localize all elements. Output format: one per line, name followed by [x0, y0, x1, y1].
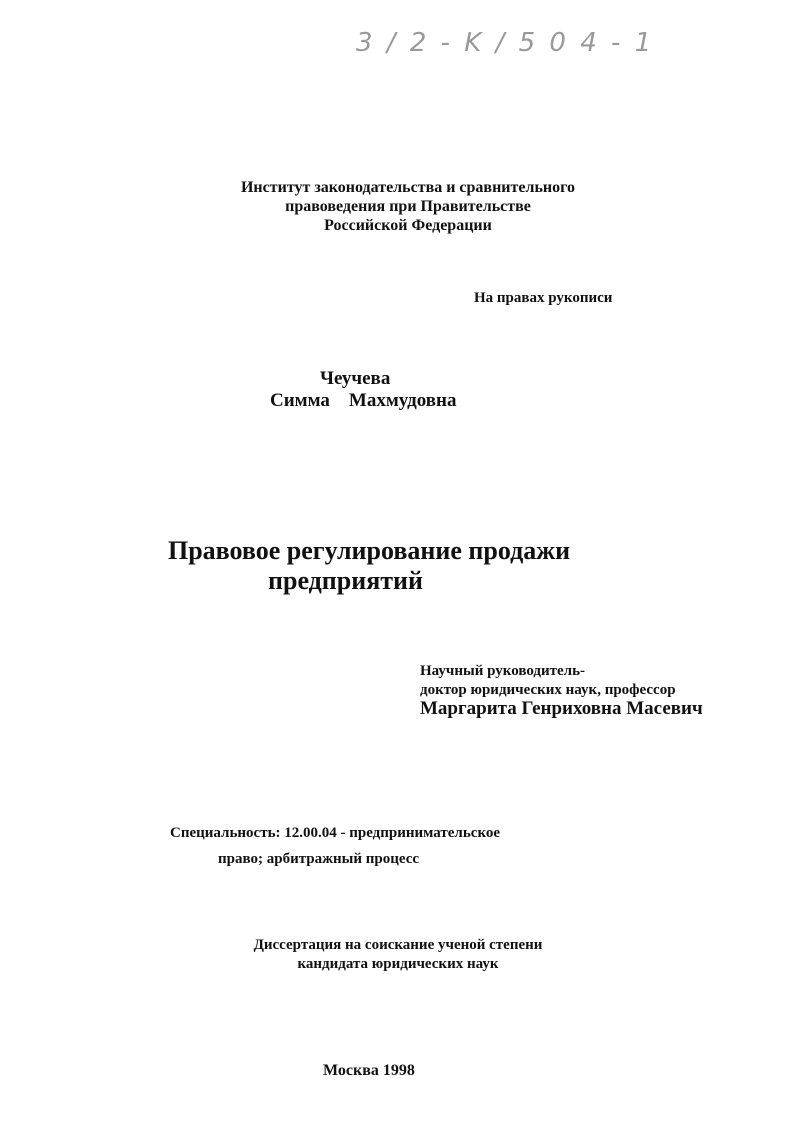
dissertation-degree-line-1: Диссертация на соискание ученой степени — [253, 937, 543, 953]
dissertation-degree-line-2: кандидата юридических наук — [297, 956, 499, 972]
dissertation-title-line-1: Правовое регулирование продажи — [168, 536, 571, 565]
institution-line-2: правоведения при Правительстве — [285, 198, 531, 215]
city-year: Москва 1998 — [323, 1062, 415, 1079]
institution-block — [210, 178, 606, 235]
institution-line-1: Институт законодательства и сравнительного — [240, 179, 575, 196]
dissertation-title-line-2: предприятий — [268, 566, 424, 595]
supervisor-degree: доктор юридических наук, профессор — [420, 682, 676, 698]
institution-line-3: Российской Федерации — [324, 217, 492, 234]
specialty-line-2: право; арбитражный процесс — [218, 851, 420, 867]
author-surname: Чеучева — [320, 368, 391, 389]
handwritten-archive-note: 3 / 2 - K / 5 0 4 - 1 — [356, 28, 655, 58]
dissertation-degree-block — [200, 936, 596, 974]
supervisor-role: Научный руководитель- — [420, 663, 585, 679]
manuscript-rights-note: На правах рукописи — [474, 290, 613, 306]
supervisor-name: Маргарита Генриховна Масевич — [420, 698, 703, 719]
author-name: Симма Махмудовна — [270, 390, 457, 411]
specialty-line-1: Специальность: 12.00.04 - предпринимательское — [170, 825, 501, 841]
